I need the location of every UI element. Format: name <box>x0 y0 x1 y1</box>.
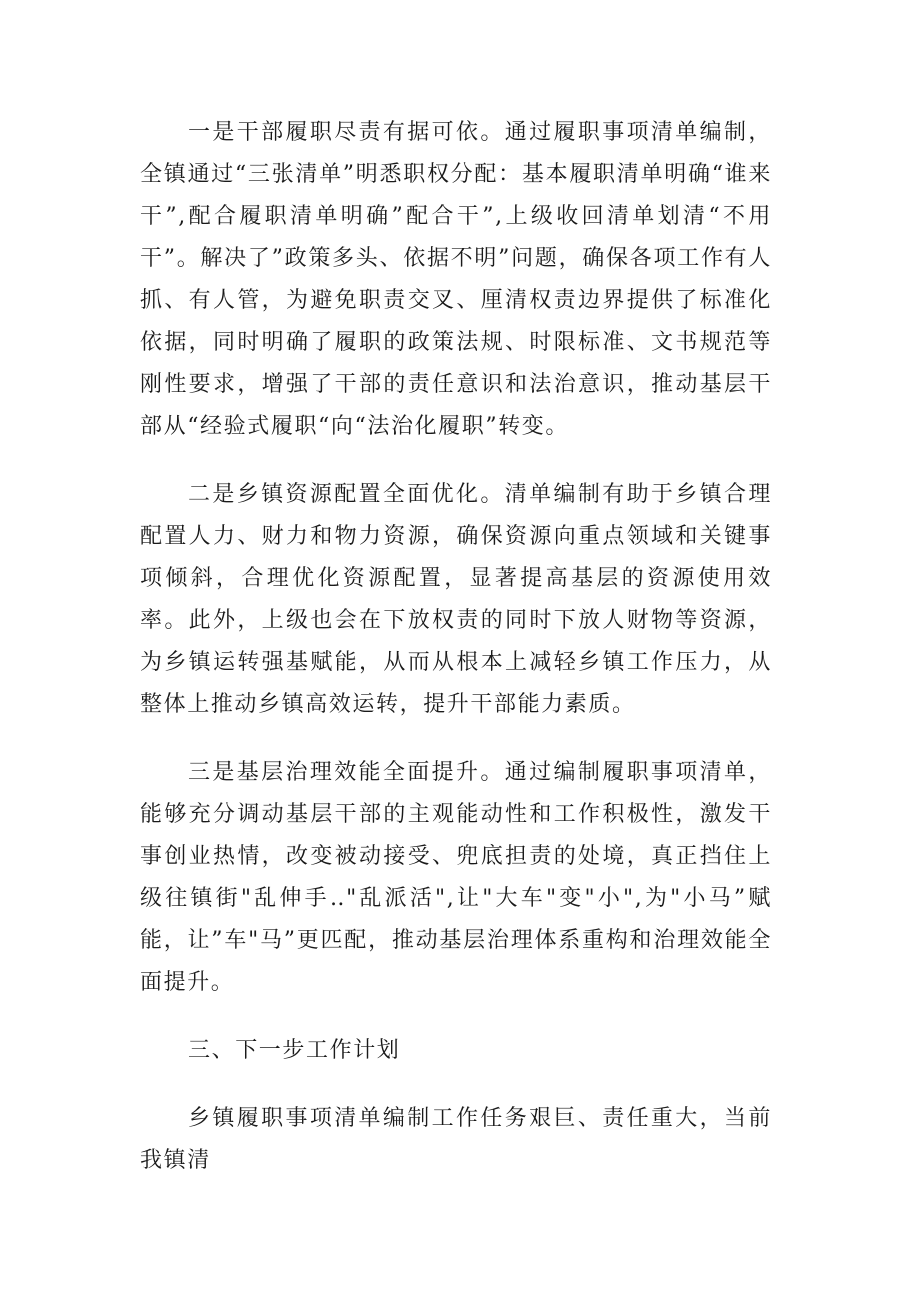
paragraph-work-plan-intro: 乡镇履职事项清单编制工作任务艰巨、责任重大，当前我镇清 <box>140 1106 772 1173</box>
document-body <box>140 112 772 1173</box>
paragraph-governance-efficiency: 三是基层治理效能全面提升。通过编制履职事项清单，能够充分调动基层干部的主观能动性和工作积极性，激发干事创业热情，改变被动接受、兜底担责的处境，真正挡住上级往镇街"乱伸手‥"乱派活",让"大车"变"小",为"小马”赋能，让”车"马”更匹配，推动基层治理体系重构和治理效能全面提升。 <box>140 760 772 995</box>
section-heading-next-steps: 三、下一步工作计划 <box>188 1038 401 1063</box>
paragraph-resource-allocation: 二是乡镇资源配置全面优化。清单编制有助于乡镇合理配置人力、财力和物力资源，确保资源向重点领域和关键事项倾斜，合理优化资源配置，显著提高基层的资源使用效率。此外，上级也会在下放权责的同时下放人财物等资源，为乡镇运转强基赋能，从而从根本上减轻乡镇工作压力，从整体上推动乡镇高效运转，提升干部能力素质。 <box>140 482 772 717</box>
paragraph-cadre-duties: 一是干部履职尽责有据可依。通过履职事项清单编制，全镇通过“三张清单”明悉职权分配：基本履职清单明确“谁来干”,配合履职清单明确”配合干”,上级收回清单划清“不用干”。解决了”政策多头、依据不明”问题，确保各项工作有人抓、有人管，为避免职责交叉、厘清权责边界提供了标准化依据，同时明确了履职的政策法规、时限标准、文书规范等刚性要求，增强了干部的责任意识和法治意识，推动基层干部从“经验式履职“向“法治化履职”转变。 <box>140 120 772 439</box>
